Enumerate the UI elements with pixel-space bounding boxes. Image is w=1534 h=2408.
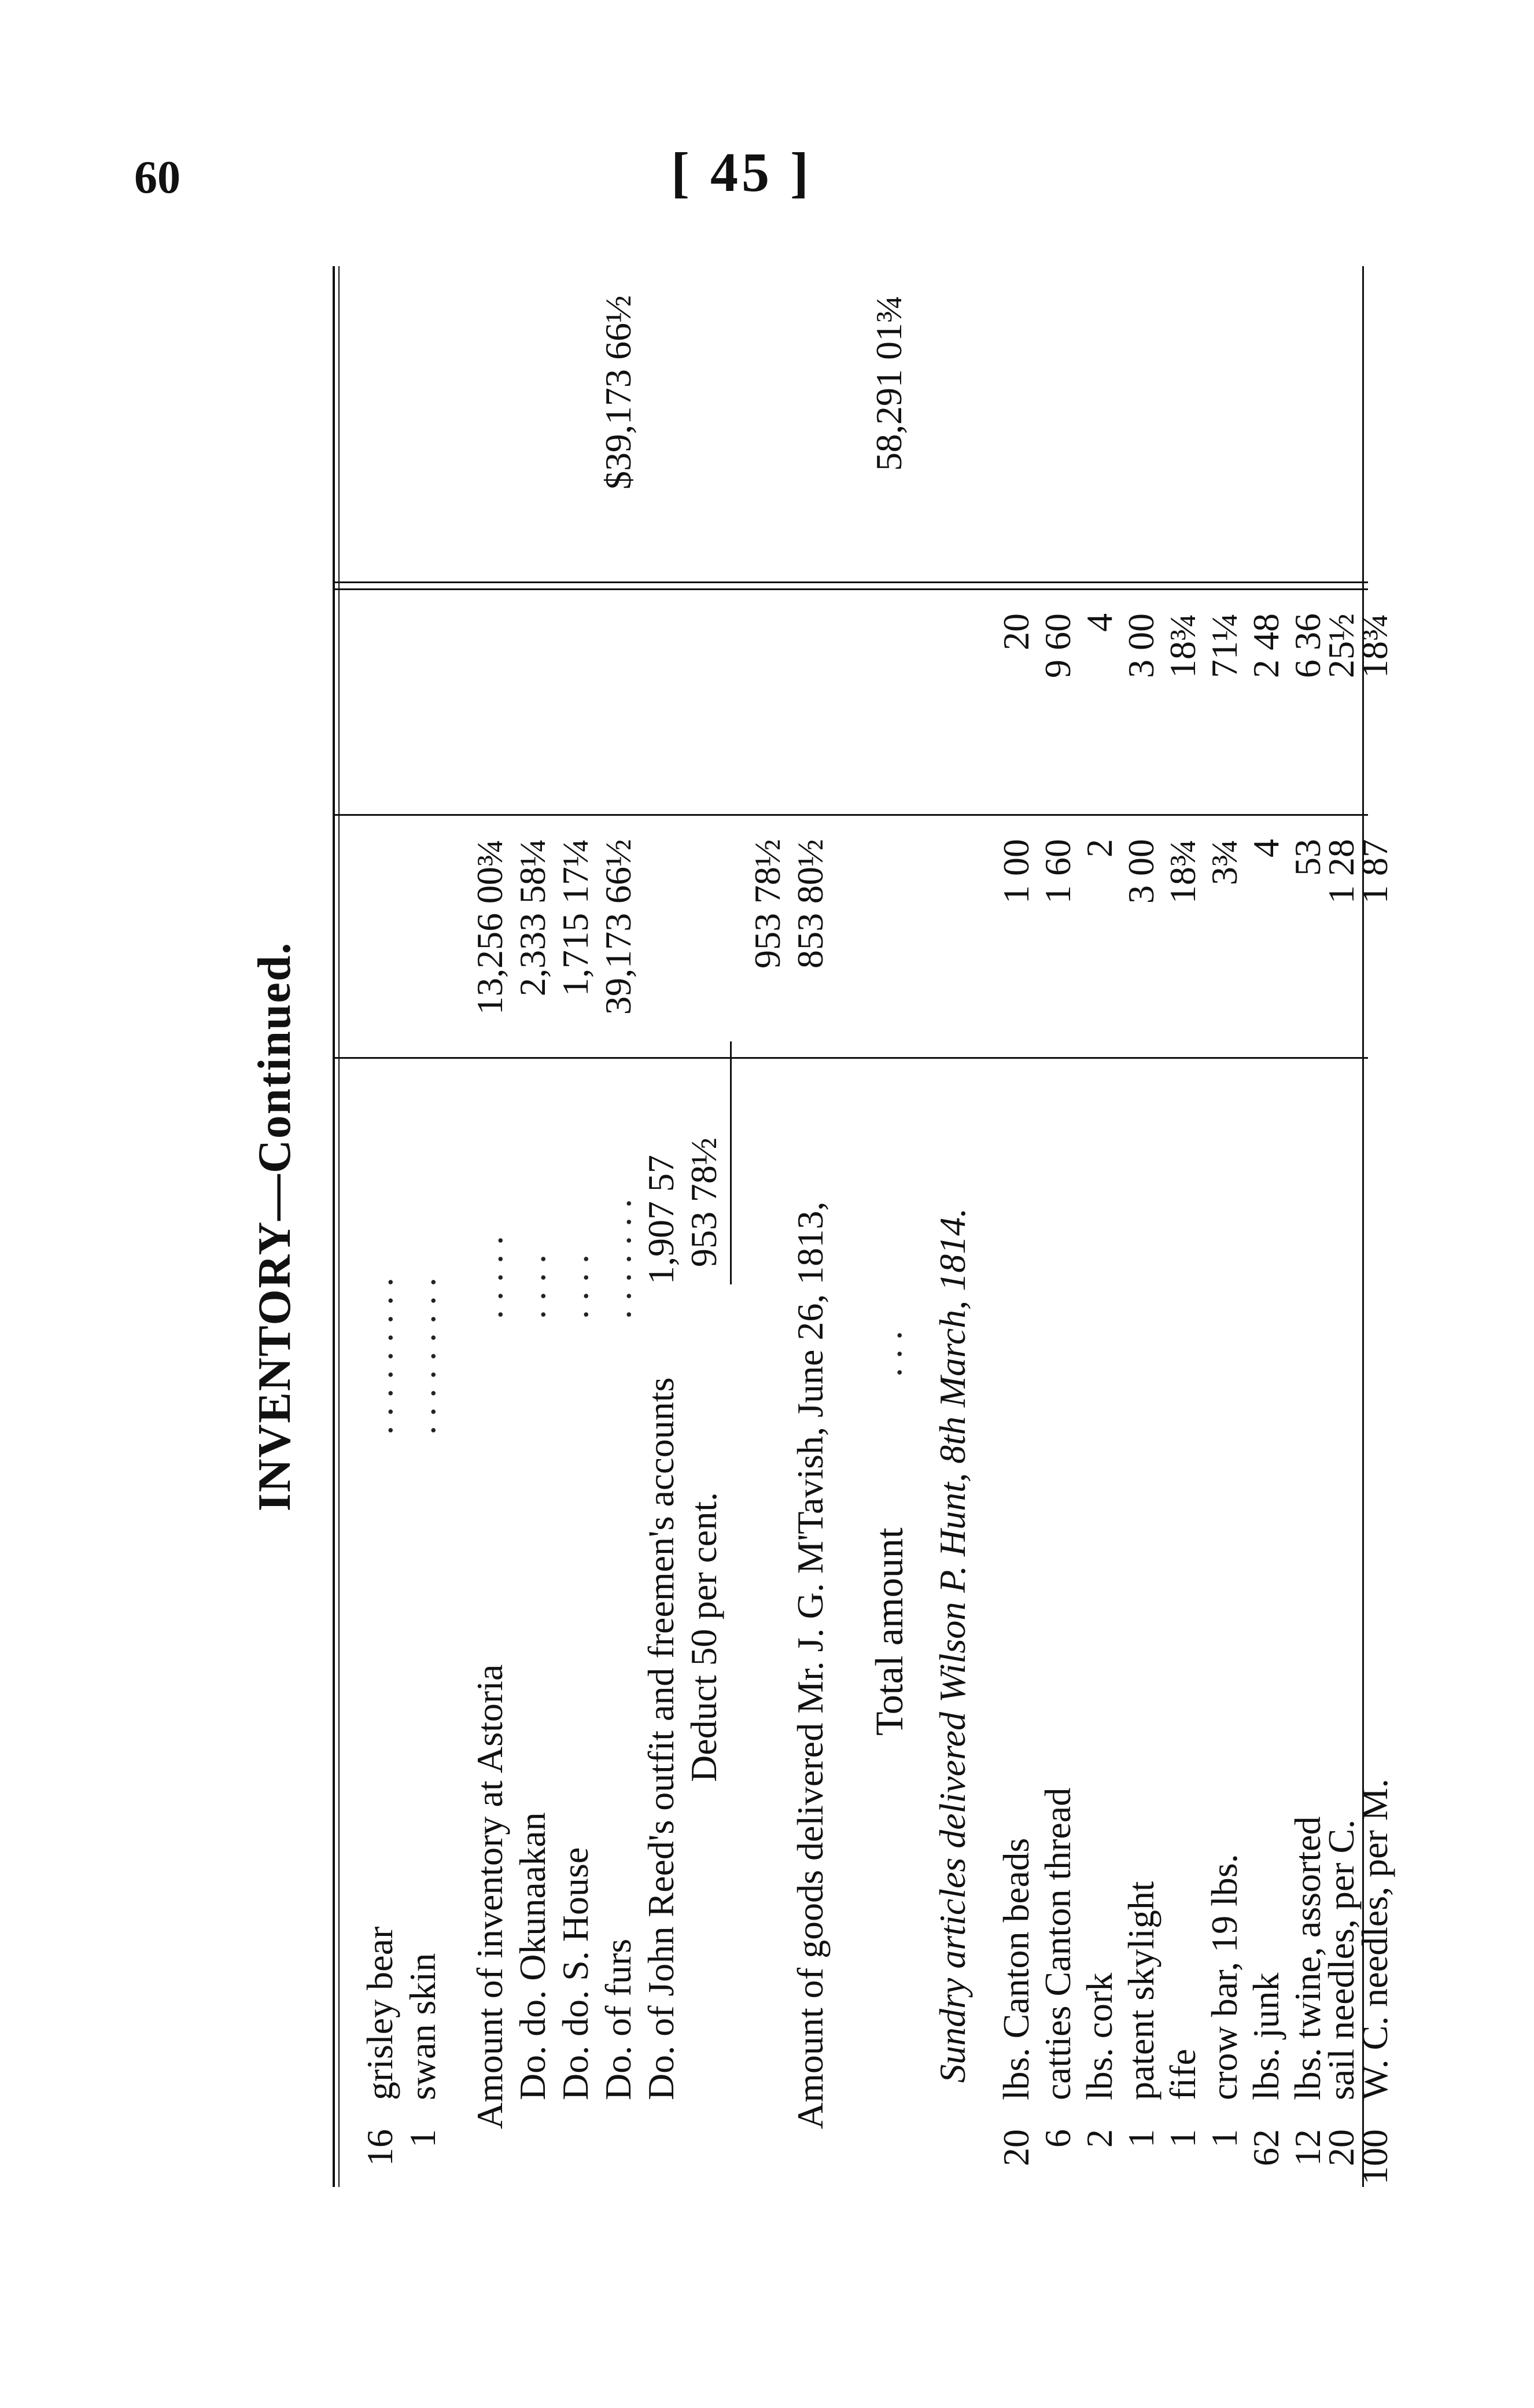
table-row: [1078, 266, 1121, 2187]
table-row: [746, 266, 789, 2187]
row-unit-price: 3¾: [1204, 839, 1245, 885]
row-unit-price: 1 60: [1037, 839, 1078, 904]
row-extended: 9 60: [1037, 613, 1078, 678]
table-row: [1161, 266, 1204, 2187]
row-desc: swan skin: [402, 1953, 443, 2100]
table-row: [1037, 266, 1079, 2187]
row-qty: 1: [1120, 2129, 1161, 2148]
row-desc: Amount of goods delivered Mr. J. G. M'Tavish, June 26, 1813,: [790, 1201, 831, 2129]
total-amount: 58,291 01¾: [868, 295, 909, 471]
row-desc: W. C. needles, per M.: [1354, 1779, 1395, 2100]
row-extended: 6 36: [1287, 613, 1328, 678]
page-bracket-number: [ 45 ]: [671, 141, 812, 203]
table-row: [597, 266, 640, 2187]
row-amount: 853 80½: [790, 839, 831, 969]
row-qty: 1: [402, 2129, 443, 2148]
total-label: Total amount: [867, 1527, 911, 1736]
row-inline-amount: 1,907 57: [640, 1155, 681, 1284]
rule-left-top-2: [338, 266, 340, 2187]
row-dots: . . . . . . . . .: [402, 1277, 443, 1435]
row-unit-price: 1 28: [1321, 839, 1362, 904]
row-desc: fife: [1162, 2049, 1203, 2100]
table-row: [1354, 266, 1396, 2187]
row-amount: 39,173 66½: [598, 839, 639, 1015]
row-dots: . . .: [868, 1331, 909, 1377]
row-desc: lbs. Canton beads: [995, 1838, 1037, 2100]
row-inline-amount: 953 78½: [683, 1137, 724, 1267]
sundry-heading: [931, 266, 974, 2187]
row-extended: 25½: [1321, 613, 1362, 678]
page-number: 60: [134, 152, 180, 203]
rule-left-top: [333, 266, 335, 2187]
table-row: [469, 266, 511, 2187]
row-unit-price: 4: [1245, 839, 1286, 857]
row-unit-price: 18¾: [1162, 839, 1203, 904]
row-amount: 2,333 58¼: [512, 839, 553, 996]
table-row: [1203, 266, 1246, 2187]
row-desc: lbs. junk: [1245, 1972, 1286, 2100]
row-qty: 20: [995, 2129, 1037, 2166]
row-extended: 3 00: [1120, 613, 1161, 678]
row-desc: patent skylight: [1120, 1881, 1161, 2100]
row-qty: 2: [1079, 2129, 1120, 2148]
sum-rule: [730, 1041, 732, 1284]
row-dots: . . . .: [555, 1254, 596, 1319]
row-qty: 20: [1321, 2129, 1362, 2166]
row-unit-price: 3 00: [1120, 839, 1161, 904]
row-qty: 1: [1204, 2129, 1245, 2148]
row-amount: 13,256 00¾: [469, 839, 510, 1015]
table-row: [554, 266, 597, 2187]
row-desc: catties Canton thread: [1037, 1787, 1078, 2100]
sundry-heading-text: Sundry articles delivered Wilson P. Hunt, 8th March, 1814.: [932, 1207, 973, 2083]
table-heading: INVENTORY—Continued.: [249, 941, 300, 1512]
table-row: [640, 266, 683, 2187]
row-unit-price: 53: [1287, 839, 1328, 876]
table-row: [359, 266, 401, 2187]
row-qty: 1: [1162, 2129, 1203, 2148]
table-row: [995, 266, 1038, 2187]
row-unit-price: 1 87: [1354, 839, 1395, 904]
row-extended: 18¾: [1162, 613, 1203, 678]
row-extended: 18¾: [1354, 613, 1395, 678]
row-unit-price: 1 00: [995, 839, 1037, 904]
row-dots: . . . . .: [469, 1236, 510, 1319]
row-desc: Amount of inventory at Astoria: [469, 1664, 510, 2129]
row-qty: 12: [1287, 2129, 1328, 2166]
row-desc: sail needles, per C.: [1321, 1819, 1362, 2100]
row-extended: 20: [995, 613, 1037, 650]
row-desc: lbs. cork: [1079, 1972, 1120, 2100]
row-desc: crow bar, 19 lbs.: [1204, 1854, 1245, 2100]
row-desc: Do. of furs: [598, 1938, 639, 2100]
row-extended: 4: [1079, 613, 1120, 632]
row-total: $39,173 66½: [598, 295, 639, 489]
row-desc: Do. of John Reed's outfit and freemen's accounts: [640, 1377, 681, 2100]
total-row: [868, 266, 910, 2187]
table-row: [511, 266, 554, 2187]
row-desc: Do. do. Okunaakan: [512, 1812, 553, 2100]
row-dots: . . . . . . .: [598, 1199, 639, 1319]
row-qty: 100: [1354, 2129, 1395, 2185]
table-row: [789, 266, 832, 2187]
table-row: [401, 266, 444, 2187]
table-row: [1245, 266, 1288, 2187]
row-dots: . . . .: [512, 1254, 553, 1319]
row-desc: Do. do. S. House: [555, 1847, 596, 2100]
row-qty: 6: [1037, 2129, 1078, 2148]
row-extended: 2 48: [1245, 613, 1286, 678]
row-amount: 1,715 17¼: [555, 839, 596, 996]
row-extended: 71¼: [1204, 613, 1245, 678]
row-desc: grisley bear: [359, 1926, 400, 2100]
row-qty: 16: [359, 2129, 400, 2166]
rotated-table: [249, 266, 1395, 2187]
row-amount: 953 78½: [747, 839, 788, 969]
row-desc: Deduct 50 per cent.: [683, 1492, 724, 1782]
row-unit-price: 2: [1079, 839, 1120, 857]
row-dots: . . . . . . . . .: [359, 1277, 400, 1435]
row-desc: lbs. twine, assorted: [1287, 1816, 1328, 2100]
row-qty: 62: [1245, 2129, 1286, 2166]
table-row: [683, 266, 725, 2187]
table-row: [1120, 266, 1163, 2187]
